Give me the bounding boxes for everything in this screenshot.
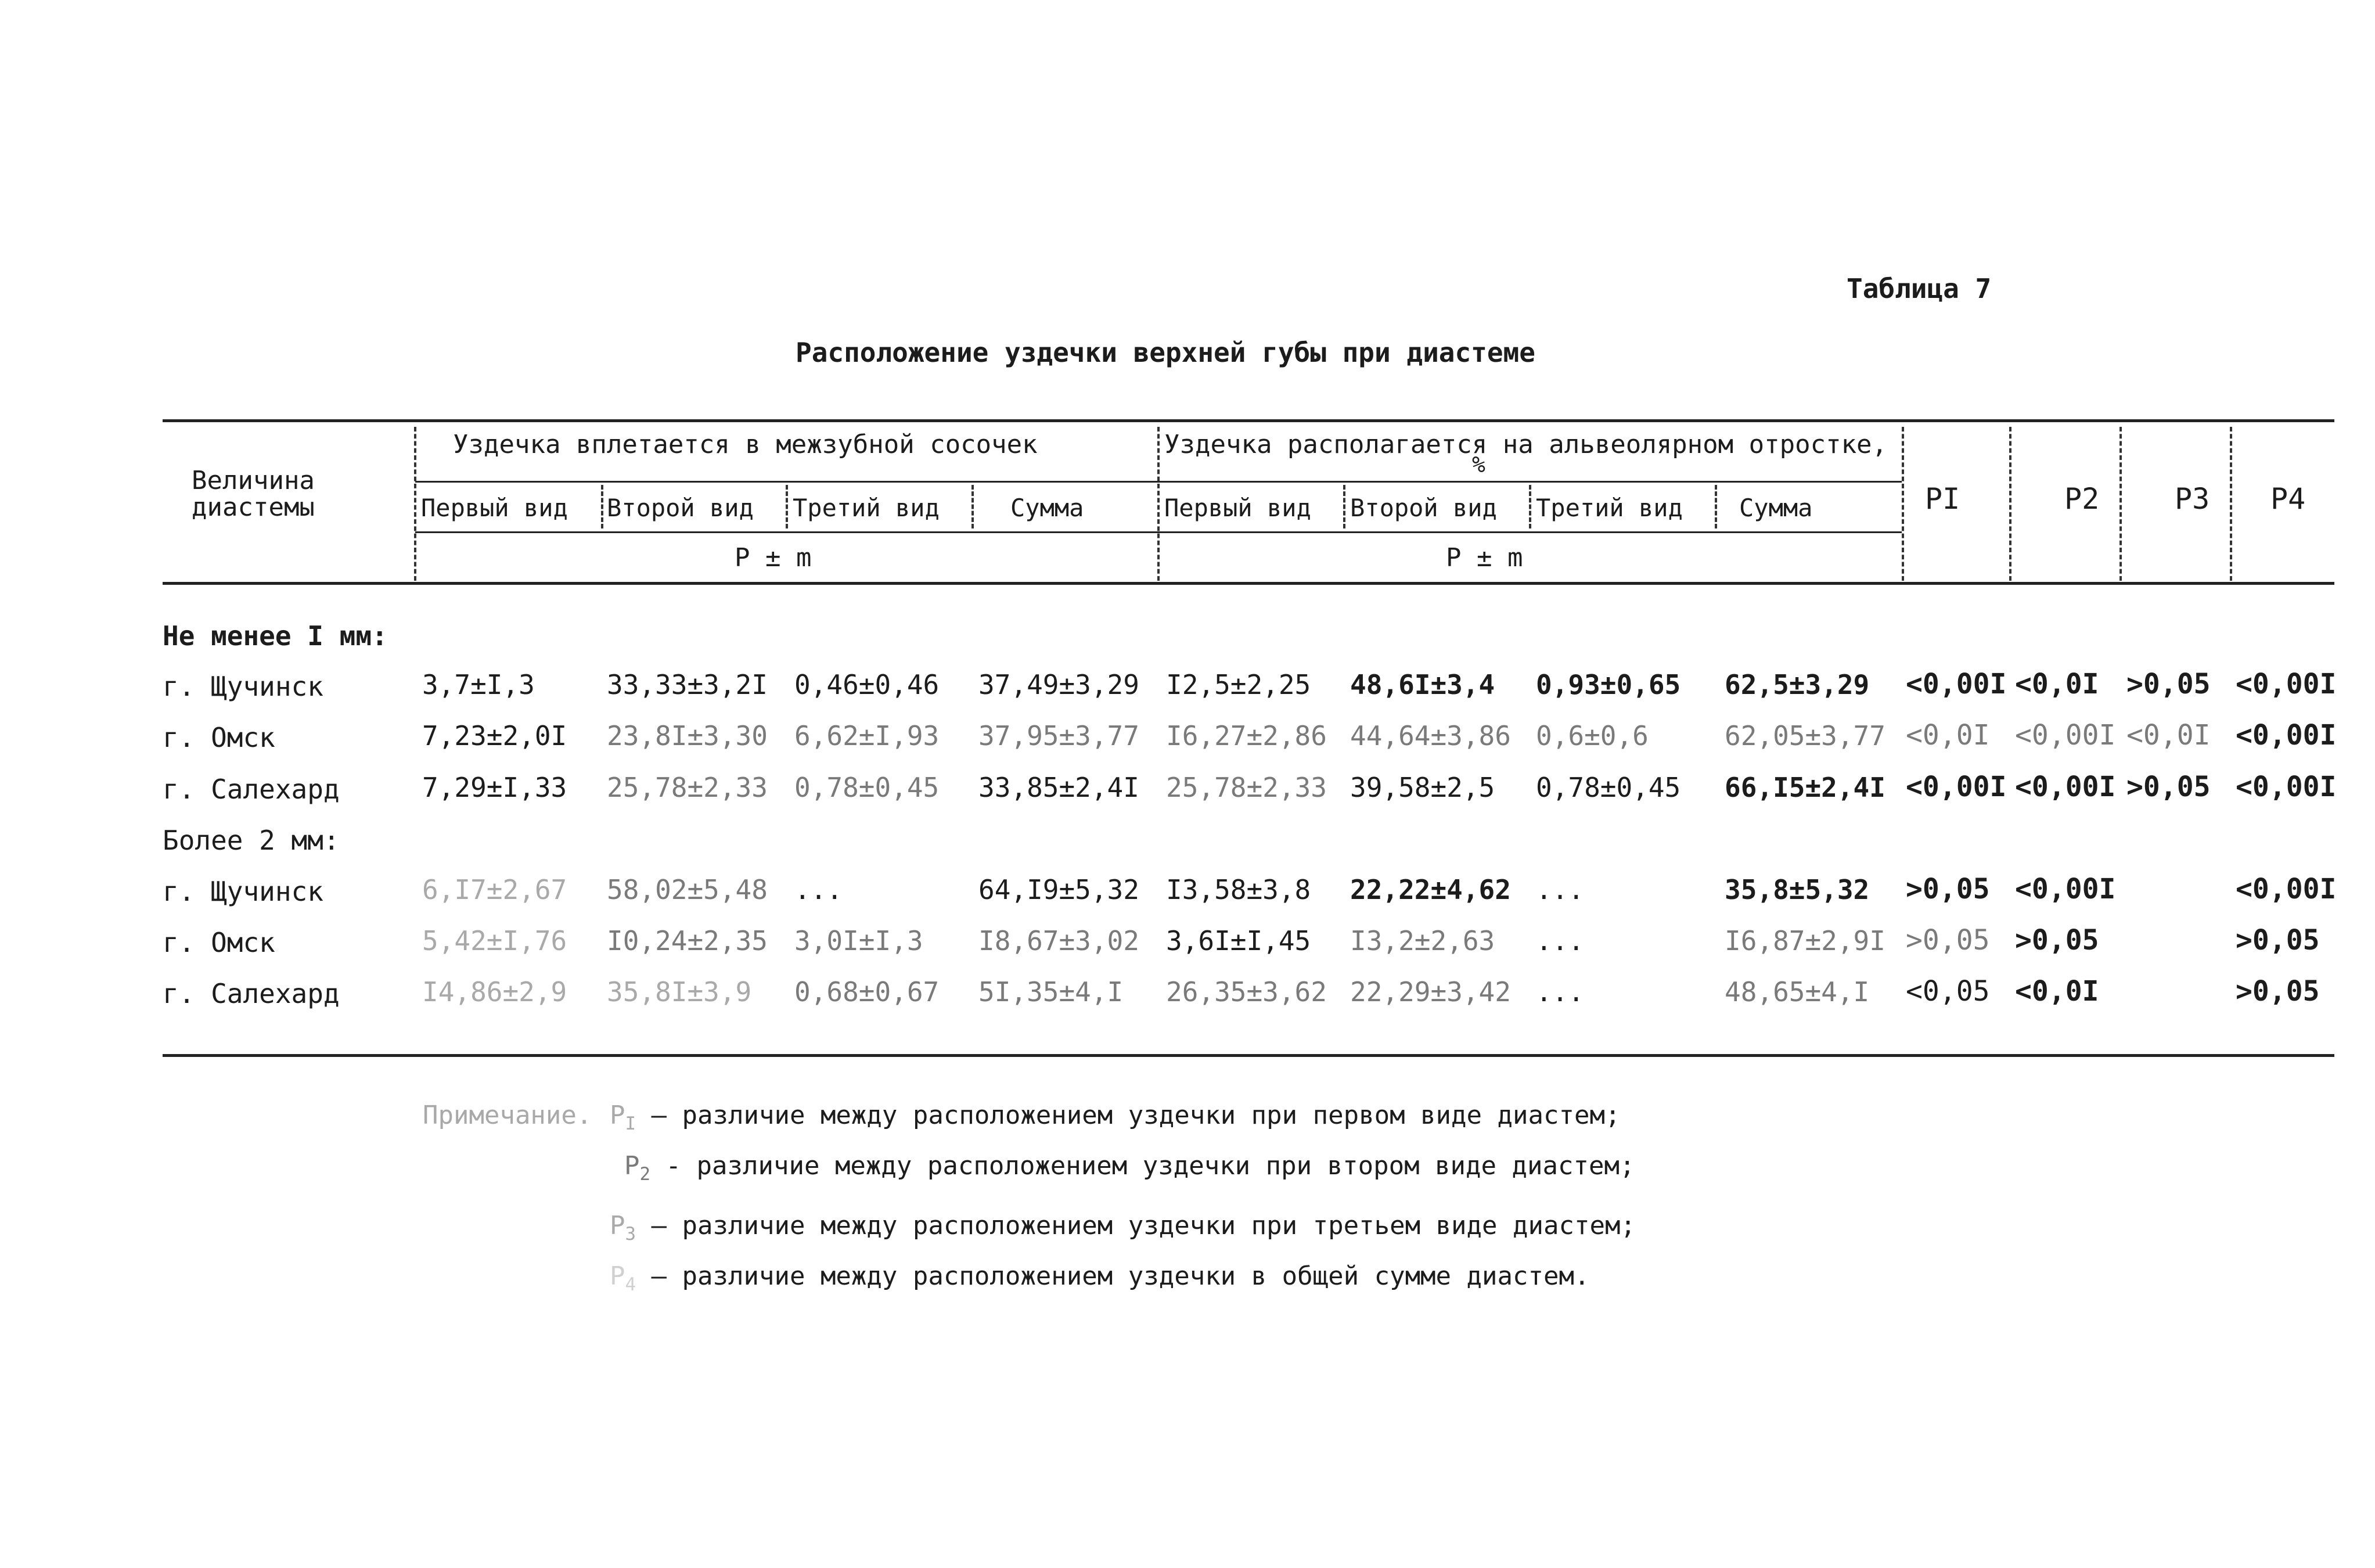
- p-cell: <0,0I: [2126, 719, 2211, 751]
- table-cell: 0,46±0,46: [794, 669, 940, 700]
- row-city: г. Омск: [163, 722, 275, 753]
- table-cell: 35,8±5,32: [1725, 874, 1870, 905]
- p-cell: >0,05: [1906, 924, 1990, 956]
- p-cell: <0,00I: [2236, 719, 2337, 751]
- table-cell: 7,29±I,33: [422, 772, 567, 803]
- table-cell: 0,78±0,45: [794, 772, 940, 803]
- note-symbol: $P_4$: [610, 1261, 636, 1295]
- table-title: Расположение уздечки верхней губы при диастеме: [796, 337, 1535, 368]
- column-separator: [971, 485, 974, 528]
- section-label: Не менее I мм:: [163, 620, 388, 652]
- row-city: г. Омск: [163, 927, 275, 958]
- p-cell: <0,00I: [2236, 668, 2337, 700]
- table-cell: 62,05±3,77: [1725, 720, 1885, 751]
- table-cell: I6,27±2,86: [1166, 720, 1327, 751]
- note-text: – различие между расположением уздечки при первом виде диастем;: [651, 1101, 1621, 1130]
- table-cell: 0,68±0,67: [794, 976, 940, 1008]
- table-cell: 25,78±2,33: [607, 772, 768, 803]
- p-cell: >0,05: [2126, 668, 2211, 700]
- subheader-second: Второй вид: [607, 494, 754, 522]
- row-city: г. Щучинск: [163, 671, 323, 702]
- column-separator: [414, 427, 416, 581]
- table-cell: 3,7±I,3: [422, 669, 535, 700]
- note-symbol: $P_I$: [610, 1101, 636, 1134]
- table-cell: 66,I5±2,4I: [1725, 772, 1885, 803]
- top-rule: [163, 419, 2334, 422]
- note-item: [610, 1211, 1636, 1245]
- column-separator: [2009, 427, 2011, 581]
- table-cell: 3,0I±I,3: [794, 925, 923, 956]
- p1-header: PI: [1925, 482, 1960, 516]
- table-cell: 7,23±2,0I: [422, 720, 567, 751]
- p-cell: <0,00I: [2015, 719, 2116, 751]
- header-bottom-rule: [163, 582, 2334, 585]
- row-city: г. Салехард: [163, 774, 340, 805]
- table-cell: ...: [1536, 976, 1585, 1008]
- table-cell: 33,33±3,2I: [607, 669, 768, 700]
- column-separator: [2119, 427, 2122, 581]
- table-cell: I0,24±2,35: [607, 925, 768, 956]
- column-separator: [1902, 427, 1904, 581]
- table-cell: ...: [794, 874, 843, 905]
- p4-header: P4: [2270, 482, 2306, 516]
- table-bottom-rule: [163, 1054, 2334, 1057]
- subheader-first: Первый вид: [421, 494, 568, 522]
- table-cell: 37,49±3,29: [978, 669, 1139, 700]
- subheader-sum: Сумма: [1739, 494, 1813, 522]
- table-cell: 5,42±I,76: [422, 925, 567, 956]
- row-city: г. Щучинск: [163, 876, 323, 907]
- table-cell: 44,64±3,86: [1350, 720, 1511, 751]
- column-separator: [601, 485, 603, 528]
- note-item: [624, 1151, 1635, 1185]
- subheader-sum: Сумма: [1010, 494, 1084, 522]
- p-cell: <0,05: [1906, 975, 1990, 1008]
- p-cell: >0,05: [1906, 873, 1990, 905]
- table-cell: 39,58±2,5: [1350, 772, 1495, 803]
- table-cell: 35,8I±3,9: [607, 976, 752, 1008]
- group-header-alveolar: Уздечка располагается на альвеолярном отростке,: [1164, 430, 1888, 459]
- p-cell: >0,05: [2236, 924, 2320, 956]
- column-separator: [2230, 427, 2232, 581]
- column-separator: [1343, 485, 1345, 528]
- table-cell: 62,5±3,29: [1725, 669, 1870, 700]
- table-cell: ...: [1536, 874, 1585, 905]
- table-cell: I3,2±2,63: [1350, 925, 1495, 956]
- pm-label: P ± m: [1446, 543, 1523, 573]
- table-cell: 25,78±2,33: [1166, 772, 1327, 803]
- note-text: - различие между расположением уздечки при втором виде диастем;: [665, 1151, 1635, 1181]
- table-cell: 64,I9±5,32: [978, 874, 1139, 905]
- note-prefix: Примечание.: [423, 1101, 592, 1130]
- p-cell: >0,05: [2126, 771, 2211, 803]
- table-cell: 22,29±3,42: [1350, 976, 1511, 1008]
- table-cell: I4,86±2,9: [422, 976, 567, 1008]
- table-cell: 3,6I±I,45: [1166, 925, 1311, 956]
- pm-label: P ± m: [735, 543, 812, 573]
- section-label: Более 2 мм:: [163, 825, 340, 856]
- note-item: [610, 1261, 1589, 1295]
- note-item: [610, 1101, 1620, 1134]
- table-cell: 58,02±5,48: [607, 874, 768, 905]
- p-cell: <0,0I: [2015, 668, 2099, 700]
- table-cell: I3,58±3,8: [1166, 874, 1311, 905]
- p2-header: P2: [2064, 482, 2100, 516]
- p-cell: <0,00I: [2015, 771, 2116, 803]
- p-cell: <0,00I: [1906, 771, 2007, 803]
- p-cell: <0,00I: [1906, 668, 2007, 700]
- table-cell: 5I,35±4,I: [978, 976, 1124, 1008]
- percent-sign: %: [1472, 452, 1485, 477]
- p-cell: >0,05: [2015, 924, 2099, 956]
- table-cell: 26,35±3,62: [1166, 976, 1327, 1008]
- column-separator: [1157, 427, 1160, 581]
- column-separator: [786, 485, 788, 528]
- table-caption: Таблица 7: [1847, 273, 1992, 304]
- column-header-size: Величина диастемы: [192, 466, 315, 522]
- table-cell: 6,62±I,93: [794, 720, 940, 751]
- subheader-third: Третий вид: [793, 494, 940, 522]
- note-text: – различие между расположением уздечки в общей сумме диастем.: [651, 1261, 1590, 1291]
- table-cell: 37,95±3,77: [978, 720, 1139, 751]
- table-cell: I6,87±2,9I: [1725, 925, 1885, 956]
- table-cell: I8,67±3,02: [978, 925, 1139, 956]
- note-symbol: $P_2$: [624, 1151, 651, 1185]
- column-separator: [1529, 485, 1531, 528]
- subheader-third: Третий вид: [1536, 494, 1683, 522]
- p-cell: <0,00I: [2236, 771, 2337, 803]
- p-cell: >0,05: [2236, 975, 2320, 1008]
- p-cell: <0,00I: [2015, 873, 2116, 905]
- subheader-second: Второй вид: [1350, 494, 1497, 522]
- note-text: – различие между расположением уздечки при третьем виде диастем;: [651, 1211, 1636, 1240]
- table-cell: 22,22±4,62: [1350, 874, 1511, 905]
- row-city: г. Салехард: [163, 978, 340, 1009]
- group-header-papilla: Уздечка вплетается в межзубной сосочек: [453, 430, 1038, 459]
- table-cell: 23,8I±3,30: [607, 720, 768, 751]
- p-cell: <0,0I: [2015, 975, 2099, 1008]
- table-cell: 0,6±0,6: [1536, 720, 1649, 751]
- note-symbol: $P_3$: [610, 1211, 636, 1245]
- table-cell: 48,65±4,I: [1725, 976, 1870, 1008]
- table-cell: 0,78±0,45: [1536, 772, 1681, 803]
- table-cell: 48,6I±3,4: [1350, 669, 1495, 700]
- p3-header: P3: [2175, 482, 2210, 516]
- table-cell: I2,5±2,25: [1166, 669, 1311, 700]
- p-cell: <0,00I: [2236, 873, 2337, 905]
- table-cell: 6,I7±2,67: [422, 874, 567, 905]
- p-cell: <0,0I: [1906, 719, 1990, 751]
- table-cell: 33,85±2,4I: [978, 772, 1139, 803]
- table-cell: 0,93±0,65: [1536, 669, 1681, 700]
- table-cell: ...: [1536, 925, 1585, 956]
- column-separator: [1715, 485, 1717, 528]
- subheader-first: Первый вид: [1164, 494, 1311, 522]
